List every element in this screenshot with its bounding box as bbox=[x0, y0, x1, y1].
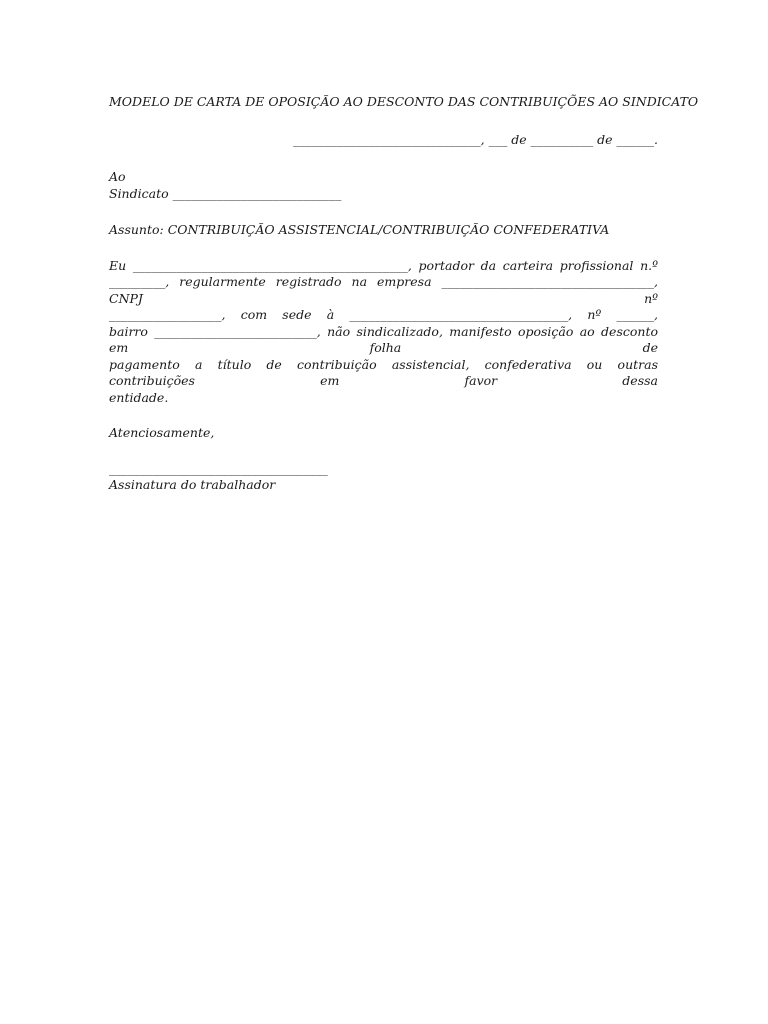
signature-underline: ___________________________________ bbox=[109, 460, 328, 476]
subject-line: Assunto: CONTRIBUIÇÃO ASSISTENCIAL/CONTRIBUIÇÃO CONFEDERATIVA bbox=[109, 222, 610, 237]
body-line: entidade. bbox=[109, 389, 169, 405]
signature-label: Assinatura do trabalhador bbox=[109, 477, 276, 492]
document-title: MODELO DE CARTA DE OPOSIÇÃO AO DESCONTO DAS CONTRIBUIÇÕES AO SINDICATO bbox=[109, 94, 699, 109]
closing-text: Atenciosamente, bbox=[109, 425, 215, 440]
body-line: Eu ____________________________________________, portador da carteira profissional n.º bbox=[109, 257, 658, 273]
addressee-block bbox=[109, 169, 658, 202]
body-line: bairro __________________________, não sindicalizado, manifesto oposição ao desconto em folha de bbox=[109, 323, 658, 355]
body-line: pagamento a título de contribuição assistencial, confederativa ou outras contribuições em favor dessa bbox=[109, 356, 658, 388]
letter-page bbox=[109, 94, 699, 494]
addressee-line-ao: Ao bbox=[109, 169, 126, 184]
signature-block bbox=[109, 461, 658, 494]
date-line: ______________________________, ___ de __________ de ______. bbox=[293, 131, 658, 147]
body-line: _________, regularmente registrado na empresa __________________________________, CNPJ nº bbox=[109, 274, 658, 306]
body-line: __________________, com sede à ___________________________________, nº ______, bbox=[109, 307, 658, 322]
addressee-line-sindicato: Sindicato ___________________________ bbox=[109, 185, 342, 201]
body-paragraph bbox=[109, 258, 658, 407]
